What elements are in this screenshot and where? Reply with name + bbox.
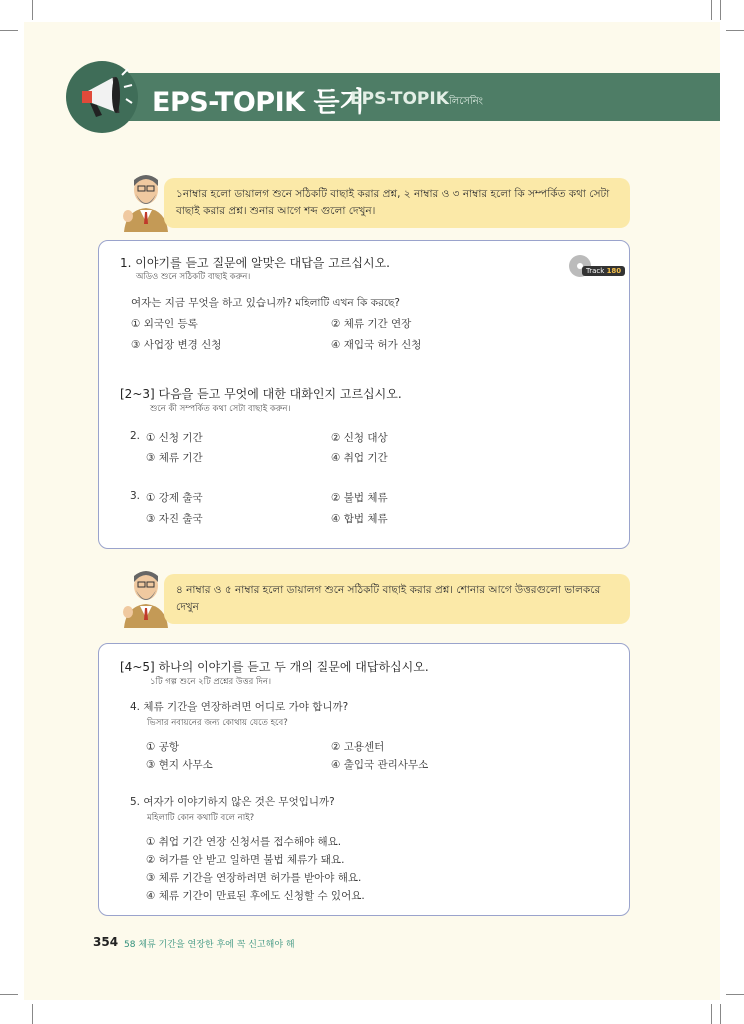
question-5-subtitle: মহিলাটি কোন কথাটি বলে নাই? [147,813,255,823]
instruction-box [164,178,630,228]
question-4-5-title: [4~5] 하나의 이야기를 듣고 두 개의 질문에 대답하십시오. [120,660,429,674]
answer-option[interactable]: ② 고용센터 [331,741,385,753]
crop-mark [726,994,744,995]
answer-option[interactable]: ④ 출입국 관리사무소 [331,759,429,771]
page-title: EPS-TOPIK 듣기 [152,87,365,118]
answer-option[interactable]: ④ 취업 기간 [331,452,388,464]
crop-mark [720,1004,721,1024]
question-1-prompt: 여자는 지금 무엇을 하고 있습니까? মহিলাটি এখন কি করছে? [131,297,400,309]
question-5-title: 5. 여자가 이야기하지 않은 것은 무엇입니까? [130,796,335,808]
answer-option[interactable]: ② 신청 대상 [331,432,388,444]
megaphone-logo [66,61,138,133]
answer-option[interactable]: ④ 합법 체류 [331,513,388,525]
instruction-text: ৪ নাম্বার ও ৫ নাম্বার হলো ডায়ালগ শুনে সঠিকটি বাছাই করার প্রশ্ন। শোনার আগে উত্তরগুলো ভালকরে দেখুন [176,584,601,613]
answer-option[interactable]: ④ 체류 기간이 만료된 후에도 신청할 수 있어요. [146,890,365,902]
answer-option[interactable]: ③ 체류 기간 [146,452,203,464]
page-number: 354 [93,935,119,949]
crop-mark [711,0,712,20]
answer-option[interactable]: ② 허가를 안 받고 일하면 불법 체류가 돼요. [146,854,345,866]
question-1-title: 1. 이야기를 듣고 질문에 알맞은 대답을 고르십시오. [120,256,390,270]
track-badge: Track 180 [582,266,625,276]
megaphone-icon [66,61,138,133]
answer-option[interactable]: ③ 현지 사무소 [146,759,213,771]
instruction-text: ১নাম্বার হলো ডায়ালগ শুনে সঠিকটি বাছাই করার প্রশ্ন, ২ নাম্বার ও ৩ নাম্বার হলো কি সম্পর্কিত কথা সেটা বাছাই করার প্রশ্ন। শুনার আগে শব্দ গুলো দেখুন। [176,188,610,217]
answer-option[interactable]: ② 불법 체류 [331,492,388,504]
answer-option[interactable]: ① 공항 [146,741,180,753]
question-4-title: 4. 체류 기간을 연장하려면 어디로 가야 합니까? [130,701,349,713]
crop-mark [32,0,33,20]
question-3-number: 3. [130,490,141,502]
instruction-box [164,574,630,624]
answer-option[interactable]: ① 신청 기간 [146,432,203,444]
question-2-number: 2. [130,430,141,442]
crop-mark [0,994,18,995]
question-4-subtitle: ভিসার নবায়নের জন্য কোথায় যেতে হবে? [147,718,288,728]
crop-mark [720,0,721,20]
answer-option[interactable]: ① 취업 기간 연장 신청서를 접수해야 해요. [146,836,342,848]
question-2-3-subtitle: শুনে কী সম্পর্কিত কথা সেটা বাছাই করুন। [150,404,291,414]
crop-mark [32,1004,33,1024]
answer-option[interactable]: ① 강제 출국 [146,492,203,504]
question-4-5-subtitle: ১টি গল্প শুনে ২টি প্রশ্নের উত্তর দিন। [150,677,271,687]
lesson-title: 58 체류 기간을 연장한 후에 꼭 신고해야 해 [124,940,295,950]
answer-option[interactable]: ① 외국인 등록 [131,318,198,330]
crop-mark [726,30,744,31]
answer-option[interactable]: ③ 체류 기간을 연장하려면 허가를 받아야 해요. [146,872,362,884]
question-2-3-title: [2~3] 다음을 듣고 무엇에 대한 대화인지 고르십시오. [120,387,402,401]
question-1-subtitle: অডিও শুনে সঠিকটি বাছাই করুন। [136,272,251,282]
answer-option[interactable]: ③ 자진 출국 [146,513,203,525]
crop-mark [711,1004,712,1024]
answer-option[interactable]: ② 체류 기간 연장 [331,318,412,330]
answer-option[interactable]: ③ 사업장 변경 신청 [131,339,222,351]
answer-option[interactable]: ④ 재입국 허가 신청 [331,339,422,351]
crop-mark [0,30,18,31]
page-subtitle: EPS-TOPIKলিসেনিং [350,89,483,109]
